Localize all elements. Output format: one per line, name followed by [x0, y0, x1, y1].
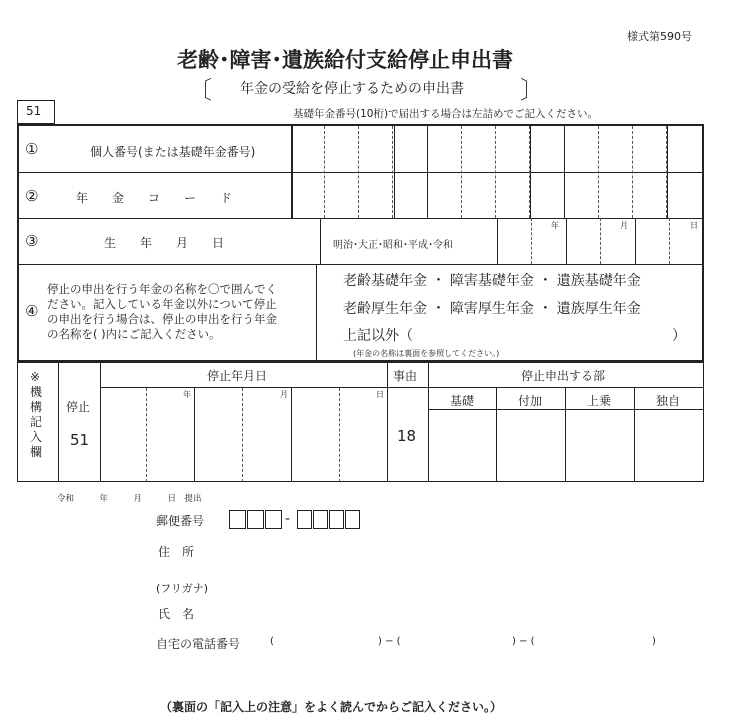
postal-code-second[interactable] — [297, 510, 360, 529]
form-subtitle: 年金の受給を停止するための申出書 — [240, 81, 464, 97]
stop-label: 停止 — [66, 400, 91, 414]
row3-label: 生 年 月 日 — [104, 236, 225, 250]
pension-options-2[interactable]: 老齢厚生年金 ・ 障害厚生年金 ・ 遺族厚生年金 — [343, 301, 641, 317]
reason-label: 事由 — [393, 369, 418, 383]
stop-part-label: 停止申出する部 — [521, 369, 606, 383]
row2-label: 年 金 コ ー ド — [76, 191, 233, 205]
stop-year-mark: 年 — [183, 390, 191, 399]
postal-code-first[interactable] — [229, 510, 282, 529]
part-dokuji: 独自 — [656, 394, 681, 408]
pension-options-1[interactable]: 老齢基礎年金 ・ 障害基礎年金 ・ 遺族基礎年金 — [343, 273, 641, 289]
phone-close: ) — [652, 636, 656, 647]
bracket-right: 〕 — [520, 76, 544, 104]
birth-month-mark: 月 — [620, 221, 628, 230]
top-note: 基礎年金番号(10桁)で届出する場合は左詰めでご記入ください。 — [293, 108, 599, 120]
name-label: 氏 名 — [158, 607, 195, 621]
stop-month-mark: 月 — [280, 390, 288, 399]
office-use-label: 機構記入欄 — [30, 385, 43, 459]
row4-instruction-4: の名称を( )内にご記入ください。 — [47, 327, 221, 341]
row3-number: ③ — [25, 232, 39, 250]
bracket-left: 〔 — [188, 76, 212, 104]
row1-number: ① — [25, 140, 39, 158]
postal-label: 郵便番号 — [156, 514, 205, 528]
phone-sep-1: ) − ( — [378, 636, 401, 647]
reason-code-18: 18 — [397, 427, 417, 445]
phone-open: ( — [270, 636, 274, 647]
stop-day-mark: 日 — [376, 390, 384, 399]
code-51: 51 — [26, 104, 42, 118]
address-label: 住 所 — [158, 545, 195, 559]
form-title: 老齢･障害･遺族給付支給停止申出書 — [177, 48, 513, 72]
submission-date[interactable]: 令和 年 月 日 提出 — [57, 494, 202, 504]
other-pension-close: ） — [672, 328, 686, 344]
birth-year-mark: 年 — [551, 221, 559, 230]
other-pension-note: (年金の名称は裏面を参照してください。) — [353, 349, 500, 358]
phone-label: 自宅の電話番号 — [156, 637, 241, 651]
row4-instruction-1: 停止の申出を行う年金の名称を〇で囲んでく — [47, 282, 277, 296]
part-fuka: 付加 — [518, 394, 543, 408]
birth-day-mark: 日 — [690, 221, 698, 230]
stop-date-label: 停止年月日 — [207, 369, 268, 383]
stop-code-51: 51 — [70, 431, 90, 449]
row2-number: ② — [25, 187, 39, 205]
row4-instruction-3: の申出を行う場合は、停止の申出を行う年金 — [47, 312, 277, 326]
row1-label: 個人番号(または基礎年金番号) — [90, 145, 256, 159]
row4-instruction-2: ださい。記入している年金以外について停止 — [47, 297, 277, 311]
other-pension-label: 上記以外（ — [343, 328, 413, 344]
era-options: 明治･大正･昭和･平成･令和 — [333, 240, 453, 251]
part-kiso: 基礎 — [450, 394, 475, 408]
row4-number: ④ — [25, 302, 39, 320]
part-uwanose: 上乗 — [587, 394, 612, 408]
office-mark: ※ — [30, 370, 41, 384]
other-pension-field[interactable] — [435, 324, 670, 344]
form-number: 様式第590号 — [627, 30, 692, 43]
furigana-label: (フリガナ) — [156, 582, 209, 595]
notice-text: （裏面の「記入上の注意」をよく読んでからご記入ください。） — [160, 700, 503, 714]
postal-dash: - — [285, 511, 291, 527]
phone-sep-2: ) − ( — [512, 636, 535, 647]
